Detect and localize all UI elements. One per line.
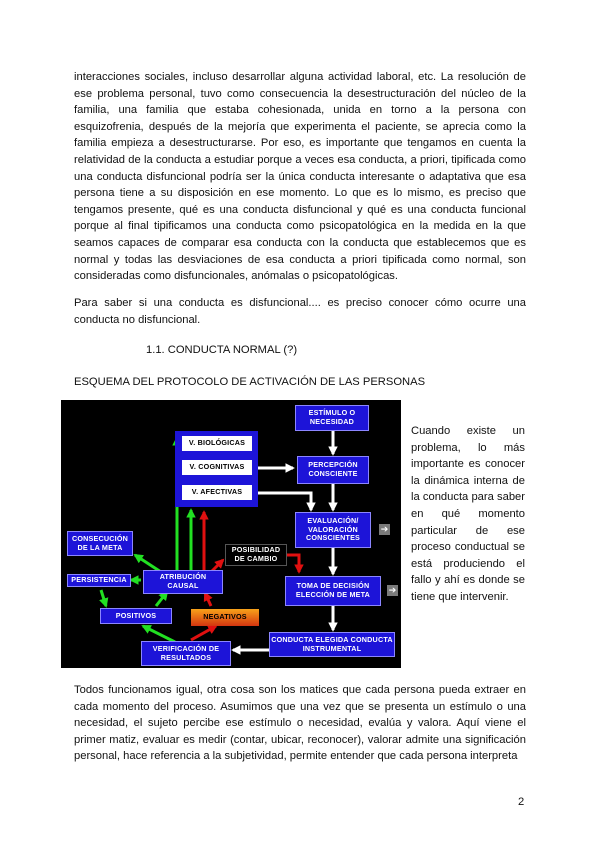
body-paragraph-2: Para saber si una conducta es disfuncional.... es preciso conocer cómo ocurre una conducta no disfuncional.	[74, 297, 526, 326]
box-consecucion: CONSECUCIÓN DE LA META	[67, 531, 133, 556]
box-toma-decision: TOMA DE DECISIÓN ELECCIÓN DE META	[285, 576, 381, 606]
arrow-afectivas-evaluacion	[256, 493, 311, 510]
box-evaluacion: EVALUACIÓN/ VALORACIÓN CONSCIENTES	[295, 512, 371, 548]
box-conducta: CONDUCTA ELEGIDA CONDUCTA INSTRUMENTAL	[269, 632, 395, 657]
arrow-posibilidad-decision	[287, 555, 299, 572]
box-persistencia: PERSISTENCIA	[67, 574, 131, 587]
box-afectivas: V. AFECTIVAS	[182, 485, 252, 500]
diagram-title: ESQUEMA DEL PROTOCOLO DE ACTIVACIÓN DE LAS PERSONAS	[74, 376, 426, 388]
box-cognitivas: V. COGNITIVAS	[182, 460, 252, 475]
page-number: 2	[518, 796, 525, 808]
arrow-mark-icon-2: ➔	[388, 585, 397, 596]
arrow-verificacion-negativos	[191, 626, 216, 640]
box-posibilidad: POSIBILIDAD DE CAMBIO	[225, 544, 287, 566]
arrow-negativos-atribucion	[205, 593, 211, 606]
box-atribucion: ATRIBUCIÓN CAUSAL	[143, 570, 223, 594]
body-paragraph-3: Todos funcionamos igual, otra cosa son los matices que cada persona pueda extraer en cada momento del proceso. Asumimos que una vez que se presenta un estímulo o una necesidad, el sujeto percibe ese estímulo o necesidad, evalúa y valora. Aquí viene el primer matiz, evaluar es medir (contar, ubicar, reconocer), valorar admite una significación personal, hace referencia a la subjetividad, permite entender que cada persona interpreta	[74, 684, 526, 763]
box-negativos: NEGATIVOS	[191, 609, 259, 626]
arrow-positivos-atribucion	[156, 592, 167, 606]
box-percepcion: PERCEPCIÓN CONSCIENTE	[297, 456, 369, 484]
body-paragraph-1: interacciones sociales, incluso desarrollar alguna actividad laboral, etc. La resolución de ese problema personal, tuvo como consecuencia la desestructuración del núcleo de la familia, una familia que estaba cohesionada, unida en torno a la persona con esquizofrenia, después de la mejoría que experimenta el paciente, se aprecia como la familia empieza a desestructurarse. Por eso, es importante que tengamos en cuenta la relatividad de la conducta a estudiar porque a veces esa conducta, a priori, tipificada como una conducta disfuncional podría ser la única conducta interesante o adaptativa que esa persona tiene a su disposición en ese momento. Lo que es lo mismo, es preciso que tengamos presente, qué es una conducta disfuncional y qué es una conducta funcional porque al final tipificamos una conducta como psicopatológica en la medida en la que seamos capaces de comparar esa conducta con la conducta que establecemos que es normal y todas las desviaciones de esa conducta a priori tipificada como normal, son consideradas como disfuncionales, anómalas o psicopatológicas.	[74, 71, 526, 283]
arrow-persistencia-positivos	[101, 590, 106, 606]
box-biologicas: V. BIOLÓGICAS	[182, 436, 252, 451]
box-positivos: POSITIVOS	[100, 608, 172, 624]
side-note: Cuando existe un problema, lo más importante es conocer la dinámica interna de la conducta para saber en qué momento particular de ese proceso conductual se está produciendo el fallo y ahí es donde se tiene que intervenir.	[411, 425, 525, 603]
box-estimulo: ESTÍMULO O NECESIDAD	[295, 405, 369, 431]
section-heading: 1.1. CONDUCTA NORMAL (?)	[146, 344, 298, 356]
arrow-mark-icon: ➔	[380, 524, 389, 535]
activation-protocol-diagram	[61, 400, 401, 668]
box-verificacion: VERIFICACIÓN DE RESULTADOS	[141, 641, 231, 666]
arrow-verificacion-positivos	[143, 626, 175, 642]
